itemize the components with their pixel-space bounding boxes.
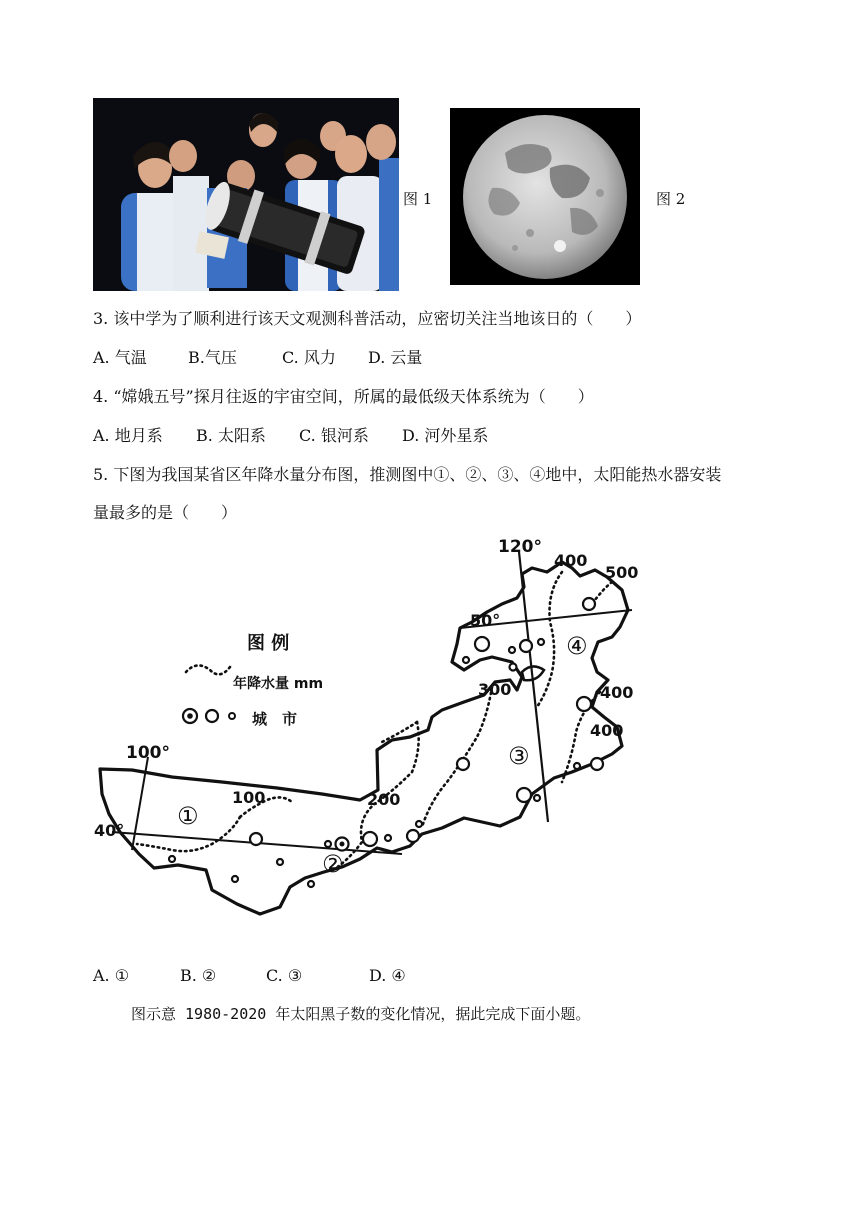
question-5-stem-line2: 量最多的是（ ） <box>93 503 238 522</box>
legend-isohyet-label: 年降水量 mm <box>233 676 324 692</box>
isohyet-300-label: 300 <box>478 680 512 699</box>
capital-city <box>340 842 345 847</box>
isohyet-300 <box>422 687 492 827</box>
site-4-label: ④ <box>566 632 588 660</box>
isohyet-400-label-top: 400 <box>554 551 588 570</box>
figure-1-photo <box>93 98 399 291</box>
q4-option-c[interactable]: C. 银河系 <box>299 426 369 445</box>
question-3-stem: 3. 该中学为了顺利进行该天文观测科普活动，应密切关注当地该日的（ ） <box>93 309 642 328</box>
q4-option-d[interactable]: D. 河外星系 <box>402 426 489 445</box>
meridian-120 <box>519 552 548 822</box>
precipitation-map <box>92 532 644 916</box>
q5-option-a[interactable]: A. ① <box>93 966 130 985</box>
q5-option-b[interactable]: B. ② <box>180 966 217 985</box>
lon-120-label: 120° <box>498 537 542 557</box>
q5-option-c[interactable]: C. ③ <box>266 966 303 985</box>
q3-option-d[interactable]: D. 云量 <box>368 348 423 367</box>
figure-2-moon <box>450 108 640 285</box>
q4-option-b[interactable]: B. 太阳系 <box>196 426 266 445</box>
isohyet-200-label: 200 <box>367 790 401 809</box>
lat-50-label: 50° <box>470 611 501 630</box>
lon-100-label: 100° <box>126 743 170 763</box>
question-5-options <box>93 965 406 987</box>
q4-option-a[interactable]: A. 地月系 <box>93 426 163 445</box>
site-3-label: ③ <box>508 742 530 770</box>
lat-40-label: 40° <box>94 821 125 840</box>
question-4-options <box>93 425 488 447</box>
legend-city-label: 城 市 <box>252 710 298 728</box>
isohyet-500-label: 500 <box>605 563 639 582</box>
legend-isohyet-sample <box>186 665 230 674</box>
q3-option-a[interactable]: A. 气温 <box>93 348 147 367</box>
question-4-stem: 4. “嫦娥五号”探月往返的宇宙空间，所属的最低级天体系统为（ ） <box>93 387 594 406</box>
students-telescope-image <box>93 98 399 291</box>
moon-image <box>450 108 640 285</box>
question-3-options <box>93 347 422 369</box>
site-2-label: ② <box>322 850 344 878</box>
q3-option-b[interactable]: B.气压 <box>188 348 237 367</box>
precipitation-map-svg <box>92 532 644 916</box>
legend-title: 图 例 <box>247 633 290 654</box>
figure-2-label: 图 2 <box>656 190 686 208</box>
isohyet-400-label-lower: 400 <box>590 721 624 740</box>
q5-option-d[interactable]: D. ④ <box>369 966 406 985</box>
isohyet-100-label: 100 <box>232 788 266 807</box>
isohyet-400-label-right: 400 <box>600 683 634 702</box>
site-1-label: ① <box>177 802 199 830</box>
figure-1-label: 图 1 <box>403 190 433 208</box>
q3-option-c[interactable]: C. 风力 <box>282 348 336 367</box>
question-5-stem-line1: 5. 下图为我国某省区年降水量分布图，推测图中①、②、③、④地中，太阳能热水器安装 <box>93 465 722 484</box>
next-section-intro: 图示意 1980-2020 年太阳黑子数的变化情况，据此完成下面小题。 <box>131 1005 591 1023</box>
